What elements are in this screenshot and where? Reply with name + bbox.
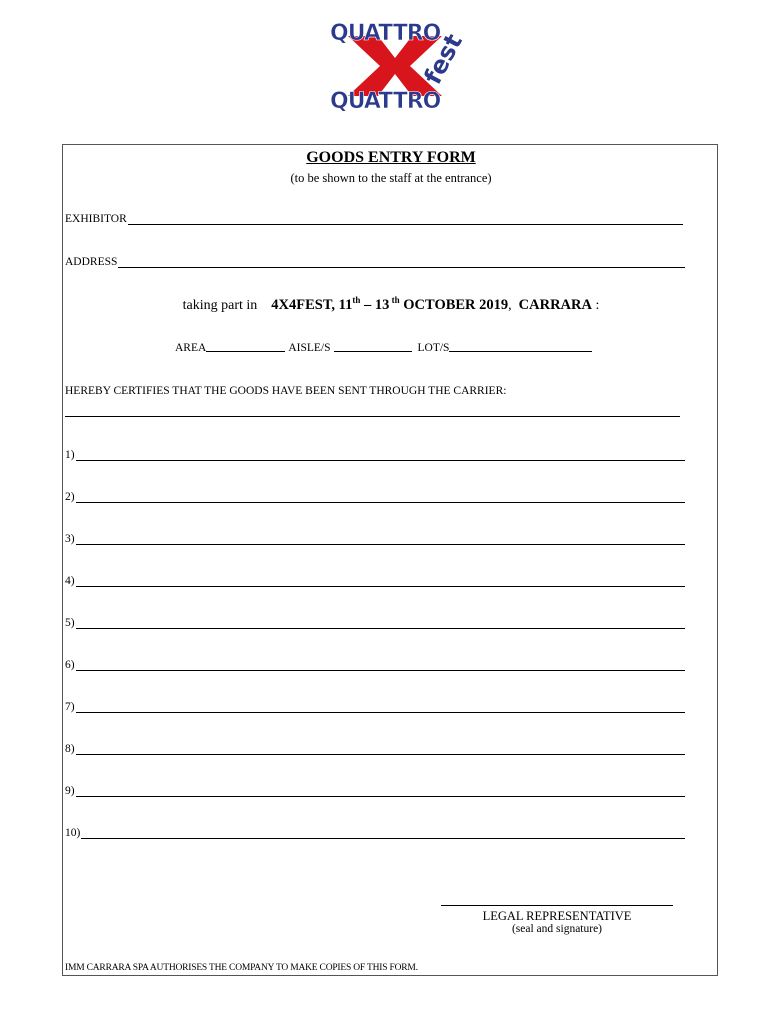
event-city: CARRARA <box>518 296 592 313</box>
goods-item-row[interactable] <box>65 743 685 755</box>
goods-item-row[interactable] <box>65 659 685 671</box>
signature-line[interactable] <box>441 905 673 906</box>
goods-item-row[interactable] <box>65 575 685 587</box>
goods-entry-form <box>62 144 718 976</box>
lot-blank[interactable] <box>449 342 592 352</box>
goods-item-blank[interactable] <box>76 493 685 503</box>
goods-item-row[interactable] <box>65 701 685 713</box>
goods-item-number: 9) <box>65 785 75 797</box>
goods-item-blank[interactable] <box>76 661 685 671</box>
goods-item-blank[interactable] <box>76 535 685 545</box>
address-blank[interactable] <box>118 258 685 268</box>
logo-bottom-text: QUATTRO <box>330 89 441 114</box>
goods-item-number: 8) <box>65 743 75 755</box>
exhibitor-blank[interactable] <box>128 215 683 225</box>
event-line: taking part in 4X4FEST, 11th – 13 $^{th}$ OCTOBER 2019, CARRARA : <box>182 295 600 313</box>
area-blank[interactable] <box>206 342 285 352</box>
exhibitor-field[interactable] <box>65 213 683 225</box>
goods-item-row[interactable] <box>65 491 685 503</box>
goods-item-row[interactable] <box>65 617 685 629</box>
event-name: 4X4FEST, 11 <box>271 296 353 313</box>
event-sup-1: th <box>352 295 361 305</box>
goods-item-row[interactable] <box>65 449 685 461</box>
location-row <box>175 342 592 354</box>
goods-item-number: 3) <box>65 533 75 545</box>
lot-label: LOT/S <box>417 342 450 354</box>
goods-item-number: 6) <box>65 659 75 671</box>
logo-side-text: fest <box>418 29 468 89</box>
quattro-fest-logo <box>320 18 470 114</box>
goods-item-blank[interactable] <box>81 829 685 839</box>
goods-item-number: 5) <box>65 617 75 629</box>
goods-item-number: 1) <box>65 449 75 461</box>
certify-text: HEREBY CERTIFIES THAT THE GOODS HAVE BEEN SENT THROUGH THE CARRIER: <box>65 385 507 397</box>
goods-item-number: 10) <box>65 827 81 839</box>
event-month: OCTOBER 2019 <box>399 296 509 313</box>
taking-part-label: taking part in <box>182 297 258 313</box>
goods-item-blank[interactable] <box>76 619 685 629</box>
goods-item-blank[interactable] <box>76 451 685 461</box>
form-title: GOODS ENTRY FORM <box>306 149 476 166</box>
exhibitor-label: EXHIBITOR <box>65 213 127 225</box>
footer-note: IMM CARRARA SPA AUTHORISES THE COMPANY TO MAKE COPIES OF THIS FORM. <box>65 963 418 973</box>
goods-item-number: 4) <box>65 575 75 587</box>
address-label: ADDRESS <box>65 256 118 268</box>
event-sup-2: th <box>389 295 400 305</box>
goods-item-blank[interactable] <box>76 745 685 755</box>
event-details <box>271 297 508 313</box>
goods-item-blank[interactable] <box>76 703 685 713</box>
aisle-label: AISLE/S <box>288 342 331 354</box>
form-subtitle: (to be shown to the staff at the entrance) <box>290 171 492 185</box>
goods-item-number: 7) <box>65 701 75 713</box>
area-label: AREA <box>175 342 207 354</box>
goods-item-number: 2) <box>65 491 75 503</box>
goods-item-blank[interactable] <box>76 787 685 797</box>
logo-top-text: QUATTRO <box>330 21 441 46</box>
goods-item-blank[interactable] <box>76 577 685 587</box>
goods-item-row[interactable] <box>65 827 685 839</box>
goods-item-row[interactable] <box>65 785 685 797</box>
signature-title: LEGAL REPRESENTATIVE <box>482 909 632 923</box>
goods-item-row[interactable] <box>65 533 685 545</box>
address-field[interactable] <box>65 256 685 268</box>
aisle-blank[interactable] <box>334 342 412 352</box>
signature-subtitle: (seal and signature) <box>511 923 603 935</box>
carrier-blank[interactable] <box>65 416 680 417</box>
event-mid: – 13 <box>360 296 390 313</box>
